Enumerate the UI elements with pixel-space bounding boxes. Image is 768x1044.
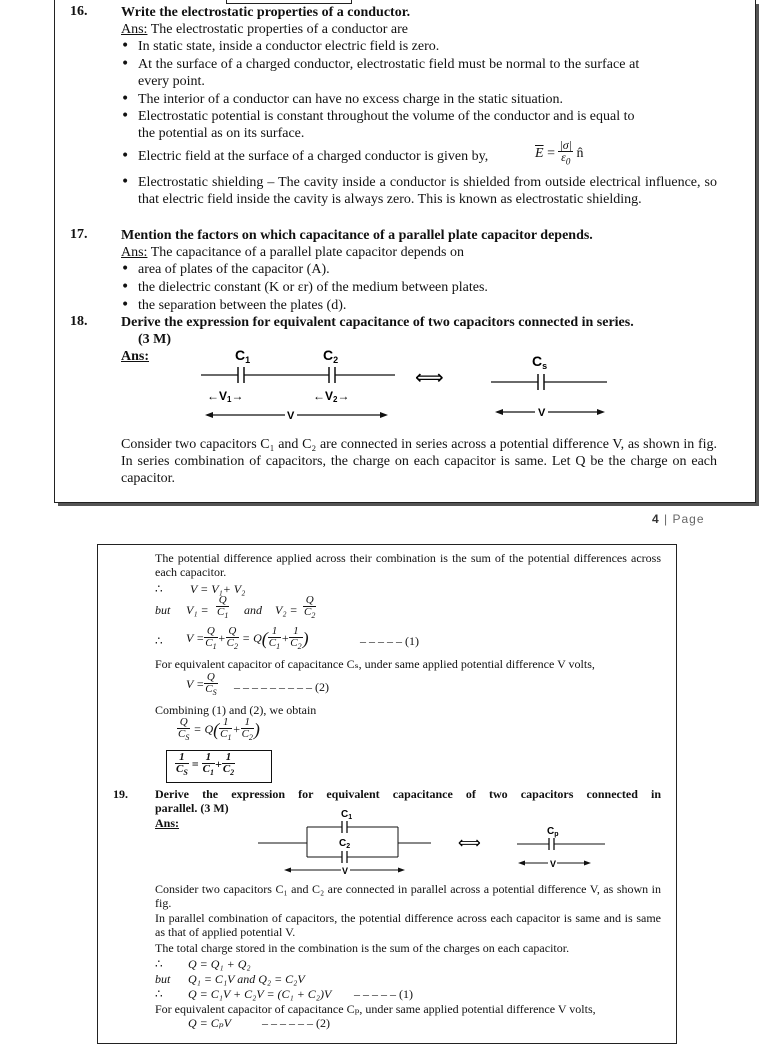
q17-intro: The capacitance of a parallel plate capacitor depends on <box>147 245 464 260</box>
label-c2: $C_2$ <box>323 347 339 365</box>
therefore-symbol: ∴ <box>155 987 163 1001</box>
q18-ans-label: Ans: <box>121 349 150 364</box>
arrowhead <box>495 409 503 415</box>
q19-para3: The total charge stored in the combination is the sum of the charges on each capacitor. <box>155 941 570 955</box>
q16-bullet-4-cont: the potential as on its surface. <box>138 126 305 141</box>
q16-ans-label: Ans: <box>121 22 148 37</box>
combining-text: Combining (1) and (2), we obtain <box>155 703 317 717</box>
v2-label: V₂ = <box>275 603 298 617</box>
formula-e: $\overline{E}$ <box>535 145 544 161</box>
label-c1: $C_1$ <box>341 809 353 821</box>
arrowhead <box>398 868 405 873</box>
bullet-dot: • <box>121 108 130 124</box>
bullet-dot: • <box>121 279 130 295</box>
therefore-symbol: ∴ <box>155 582 163 596</box>
q16-intro: The electrostatic properties of a conductor are <box>147 22 409 37</box>
q19-para1: Consider two capacitors C₁ and C₂ are connected in parallel across a potential difference V, as shown in fig. <box>155 882 661 910</box>
arrowhead <box>284 868 291 873</box>
q19-number: 19. <box>113 787 128 801</box>
q19-question: Derive the expression for equivalent capacitance of two capacitors connected in <box>155 787 661 801</box>
equiv-series-text: For equivalent capacitor of capacitance Cₛ, under same applied potential difference V volts, <box>155 657 595 671</box>
frac-num: Q <box>303 595 316 607</box>
label-v: V <box>342 866 349 876</box>
q16-question: Write the electrostatic properties of a conductor. <box>121 5 411 20</box>
eq1-expression: V = $\frac{Q}{C_1}$ + $\frac{Q}{C_2}$ = Q( $\frac{1}{C_1}$ + $\frac{1}{C_2}$ ) <box>186 625 309 652</box>
equiv-parallel-text: For equivalent capacitor of capacitance Cₚ, under same applied potential difference V volts, <box>155 1002 596 1016</box>
label-v: V <box>287 410 295 422</box>
page-number <box>652 512 705 526</box>
page1-shadow-right <box>756 4 759 505</box>
page1-shadow-bottom <box>58 503 759 506</box>
q17-answer-intro <box>121 244 464 261</box>
formula-den-eps: ε <box>561 150 566 164</box>
q18-paragraph: Consider two capacitors C₁ and C₂ are connected in series across a potential difference V, as shown in fig. In series combination of capacitors, the charge on each capacitor is same. Let Q be the charge on each capacitor. <box>121 437 717 487</box>
eq2-expression: V = $\frac{Q}{C_S}$ <box>186 671 217 698</box>
label-v-cs: V <box>538 407 546 419</box>
arrowhead <box>205 412 213 418</box>
q19-question2: parallel. <box>155 801 198 815</box>
frac-den: $C_2$ <box>304 606 316 621</box>
arrowhead <box>380 412 388 418</box>
bullet-dot: • <box>121 261 130 277</box>
q16-answer-intro <box>121 21 408 38</box>
v1-label: V₁ = <box>186 603 209 617</box>
p2-intro: The potential difference applied across their combination is the sum of the potential differences across each capacitor. <box>155 551 661 579</box>
arrowhead <box>584 861 591 866</box>
frac-q-c2 <box>303 595 316 621</box>
q17-bullet-2: the dielectric constant (K or εr) of the medium between plates. <box>138 280 488 295</box>
and-label: and <box>244 603 262 617</box>
label-c1: $C_1$ <box>235 347 251 365</box>
q17-ans-label: Ans: <box>121 245 148 260</box>
bullet-dot: • <box>121 56 130 72</box>
bullet-dot: • <box>121 148 130 164</box>
eq-v-sum: V = V₁+ V₂ <box>190 582 246 596</box>
eq3-expression: Q = C₁V + C₂V = (C₁ + C₂)V <box>188 987 332 1001</box>
equivalence-arrow: ⟺ <box>458 835 481 852</box>
parallel-circuit-diagram <box>255 806 615 878</box>
q18-number: 18. <box>70 314 88 329</box>
formula-unit: n̂ <box>576 145 584 161</box>
formula-den-sub: 0 <box>565 156 571 167</box>
q17-question: Mention the factors on which capacitance of a parallel plate capacitor depends. <box>121 228 593 243</box>
field-formula <box>535 140 583 167</box>
frac-q-c1 <box>216 595 229 621</box>
q16-bullet-2-cont: every point. <box>138 74 205 89</box>
formula-den <box>558 152 573 167</box>
result-formula: $\frac{1}{C_S}$ = $\frac{1}{C_1}$ + $\frac{1}{C_2}$ <box>176 751 235 778</box>
bullet-dot: • <box>121 174 130 190</box>
formula-eq: = <box>547 145 555 161</box>
frac-num: Q <box>216 595 229 607</box>
combined-expression: $\frac{Q}{C_S}$ = Q( $\frac{1}{C_1}$ + $\frac{1}{C_2}$ ) <box>178 716 260 743</box>
equivalence-arrow: ⟺ <box>415 367 444 389</box>
q16-bullet-6: Electrostatic shielding – The cavity inside a conductor is shielded from outside electrical influence, so that electric field inside the cavity is always zero. This is known as electrostatic shielding. <box>138 175 717 208</box>
q16-bullet-5: Electric field at the surface of a charged conductor is given by, <box>138 149 489 164</box>
formula-num: |σ| <box>559 138 572 152</box>
series-circuit-diagram <box>195 342 615 424</box>
eq1-tag: – – – – – (1) <box>360 634 419 648</box>
q19-question-cont <box>155 801 229 815</box>
q17-bullet-1: area of plates of the capacitor (A). <box>138 262 330 277</box>
label-v1: ←V1→ <box>207 389 244 404</box>
eq3-tag: – – – – – (1) <box>354 987 413 1001</box>
bullet-dot: • <box>121 91 130 107</box>
page-label: Page <box>672 512 705 526</box>
but-label: but <box>155 972 171 986</box>
arrowhead <box>597 409 605 415</box>
bullet-dot: • <box>121 297 130 313</box>
bullet-dot: • <box>121 38 130 54</box>
q18-question: Derive the expression for equivalent capacitance of two capacitors connected in series. <box>121 315 634 330</box>
q16-bullet-1: In static state, inside a conductor electric field is zero. <box>138 39 440 54</box>
last-eq: Q = CₚV <box>188 1016 231 1030</box>
q17-number: 17. <box>70 227 88 242</box>
label-v2: ←V2→ <box>313 389 350 404</box>
label-cp: $C_p$ <box>547 826 559 838</box>
q18-marks: (3 M) <box>138 332 172 347</box>
q19-ans-label: Ans: <box>155 816 180 830</box>
q16-bullet-4: Electrostatic potential is constant throughout the volume of the conductor and is equal to <box>138 109 635 124</box>
q19-para2: In parallel combination of capacitors, the potential difference across each capacitor is same and is same as that of applied potential V. <box>155 911 661 939</box>
eq-q-sum: Q = Q₁ + Q₂ <box>188 957 251 971</box>
q17-bullet-3: the separation between the plates (d). <box>138 298 347 313</box>
page-number-sep: | <box>664 512 669 526</box>
page-number-value: 4 <box>652 512 660 526</box>
q19-marks: (3 M) <box>200 801 229 815</box>
formula-fraction <box>558 140 573 167</box>
label-cs: $C_s$ <box>532 353 548 371</box>
therefore-symbol: ∴ <box>155 634 163 648</box>
last-tag: – – – – – – (2) <box>262 1016 330 1030</box>
q16-bullet-2: At the surface of a charged conductor, electrostatic field must be normal to the surface at <box>138 57 640 72</box>
q16-number: 16. <box>70 4 88 19</box>
label-c2: $C_2$ <box>339 838 351 850</box>
therefore-symbol: ∴ <box>155 957 163 971</box>
eq2-tag: – – – – – – – – – (2) <box>234 680 329 694</box>
q16-bullet-3: The interior of a conductor can have no excess charge in the static situation. <box>138 92 564 107</box>
frac-den: $C_1$ <box>217 606 229 621</box>
but-label: but <box>155 603 171 617</box>
q-values: Q₁ = C₁V and Q₂ = C₂V <box>188 972 305 986</box>
label-v-cp: V <box>550 859 557 869</box>
arrowhead <box>518 861 525 866</box>
